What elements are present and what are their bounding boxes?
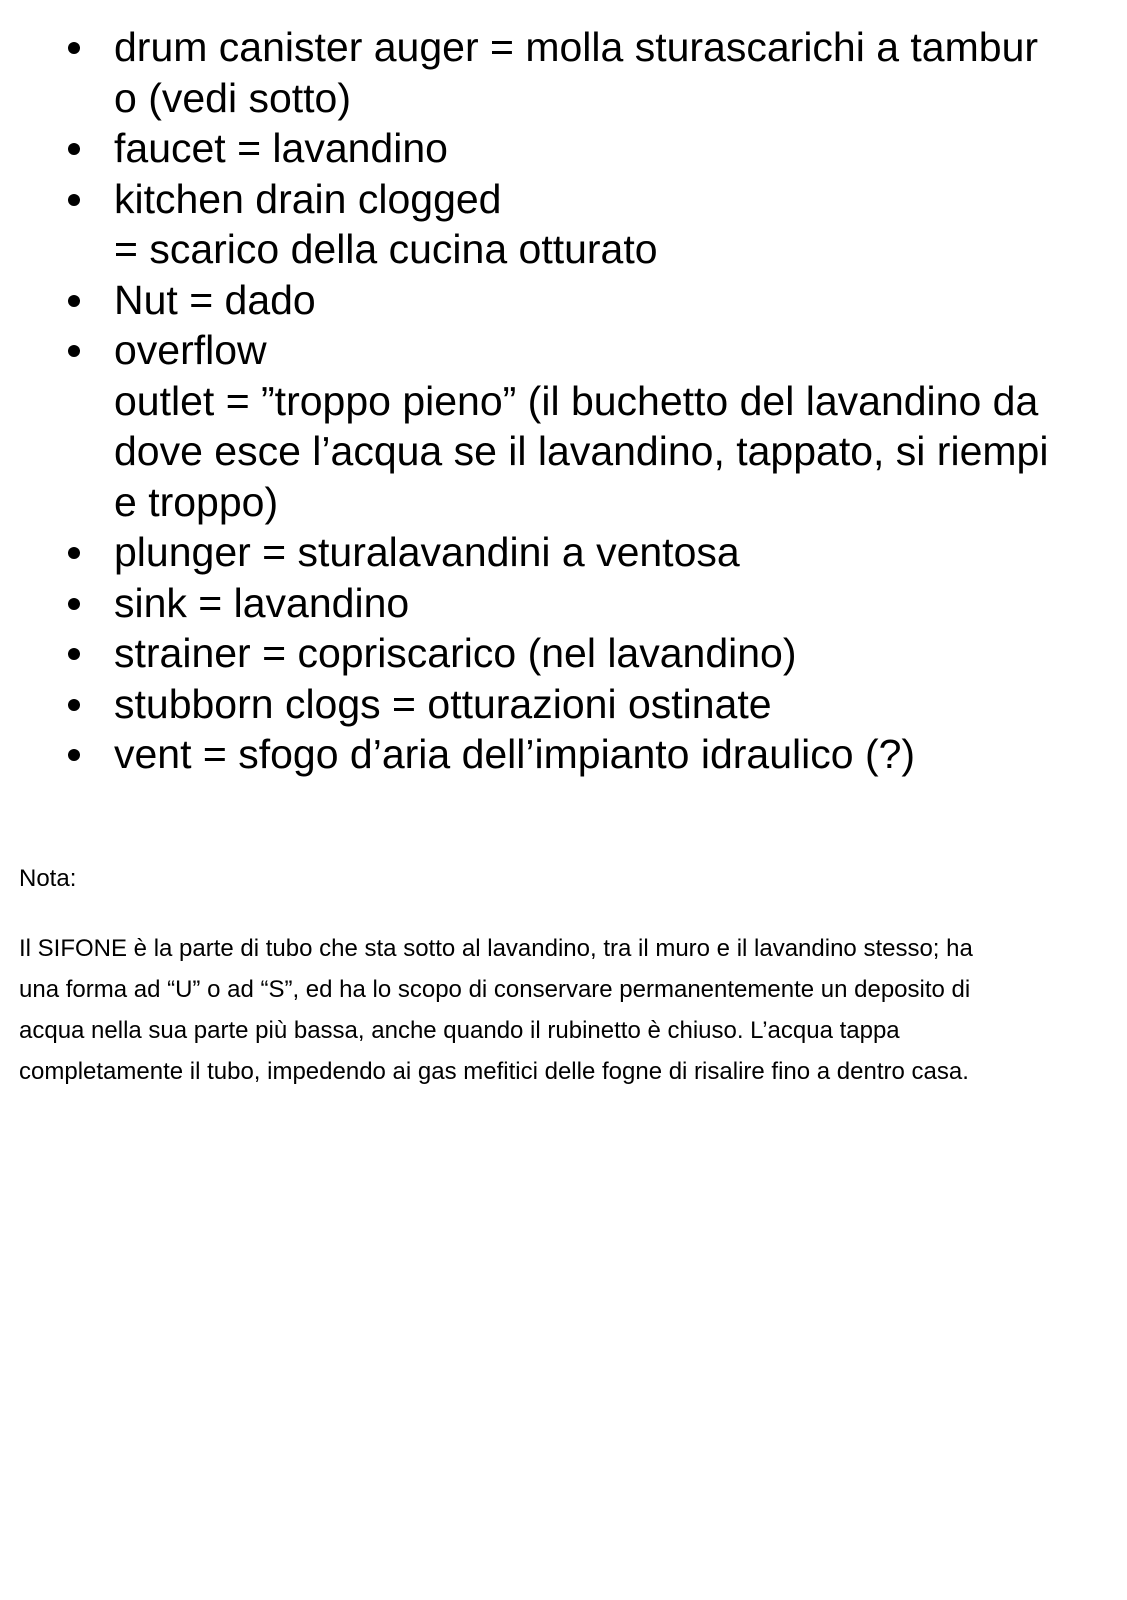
glossary-item bbox=[0, 578, 1127, 629]
glossary-line: overflow bbox=[114, 327, 267, 373]
glossary-item bbox=[0, 729, 1127, 780]
glossary-item bbox=[0, 174, 1127, 275]
glossary-line: outlet = ”troppo pieno” (il buchetto del lavandino da bbox=[114, 377, 1039, 424]
glossary-line: dove esce l’acqua se il lavandino, tappato, si riempi bbox=[114, 428, 1049, 474]
glossary-item bbox=[0, 22, 1127, 123]
glossary-list bbox=[0, 22, 1127, 780]
bullet-icon bbox=[68, 295, 80, 307]
bullet-icon bbox=[68, 699, 80, 711]
glossary-item bbox=[0, 679, 1127, 730]
bullet-icon bbox=[68, 345, 80, 357]
glossary-line: plunger = sturalavandini a ventosa bbox=[114, 529, 740, 575]
note-paragraph bbox=[19, 928, 1119, 1092]
glossary-item bbox=[0, 527, 1127, 578]
note-line: completamente il tubo, impedendo ai gas mefitici delle fogne di risalire fino a dentro casa. bbox=[19, 1058, 969, 1085]
glossary-line: stubborn clogs = otturazioni ostinate bbox=[114, 680, 772, 727]
glossary-line: vent = sfogo d’aria dell’impianto idraulico (?) bbox=[114, 731, 916, 777]
glossary-line: sink = lavandino bbox=[114, 579, 410, 626]
bullet-icon bbox=[68, 143, 80, 155]
bullet-icon bbox=[68, 598, 80, 610]
glossary-item bbox=[0, 275, 1127, 326]
bullet-icon bbox=[68, 749, 80, 761]
bullet-icon bbox=[68, 194, 80, 206]
glossary-item bbox=[0, 123, 1127, 174]
note-line: acqua nella sua parte più bassa, anche quando il rubinetto è chiuso. L’acqua tappa bbox=[19, 1017, 900, 1044]
glossary-line: kitchen drain clogged bbox=[114, 175, 502, 222]
bullet-icon bbox=[68, 42, 80, 54]
note-line: una forma ad “U” o ad “S”, ed ha lo scopo di conservare permanentemente un deposito di bbox=[19, 976, 971, 1003]
note-label: Nota: bbox=[19, 865, 77, 892]
glossary-line: o (vedi sotto) bbox=[114, 74, 351, 121]
bullet-icon bbox=[68, 648, 80, 660]
glossary-item bbox=[0, 628, 1127, 679]
glossary-line: = scarico della cucina otturato bbox=[114, 226, 658, 272]
note-line: Il SIFONE è la parte di tubo che sta sotto al lavandino, tra il muro e il lavandino stesso; ha bbox=[19, 935, 973, 962]
glossary-line: strainer = copriscarico (nel lavandino) bbox=[114, 630, 797, 676]
glossary-line: drum canister auger = molla sturascarichi a tambur bbox=[114, 24, 1039, 70]
glossary-line: Nut = dado bbox=[114, 276, 316, 323]
glossary-line: e troppo) bbox=[114, 478, 279, 525]
bullet-icon bbox=[68, 547, 80, 559]
glossary-item bbox=[0, 325, 1127, 527]
glossary-line: faucet = lavandino bbox=[114, 125, 448, 171]
